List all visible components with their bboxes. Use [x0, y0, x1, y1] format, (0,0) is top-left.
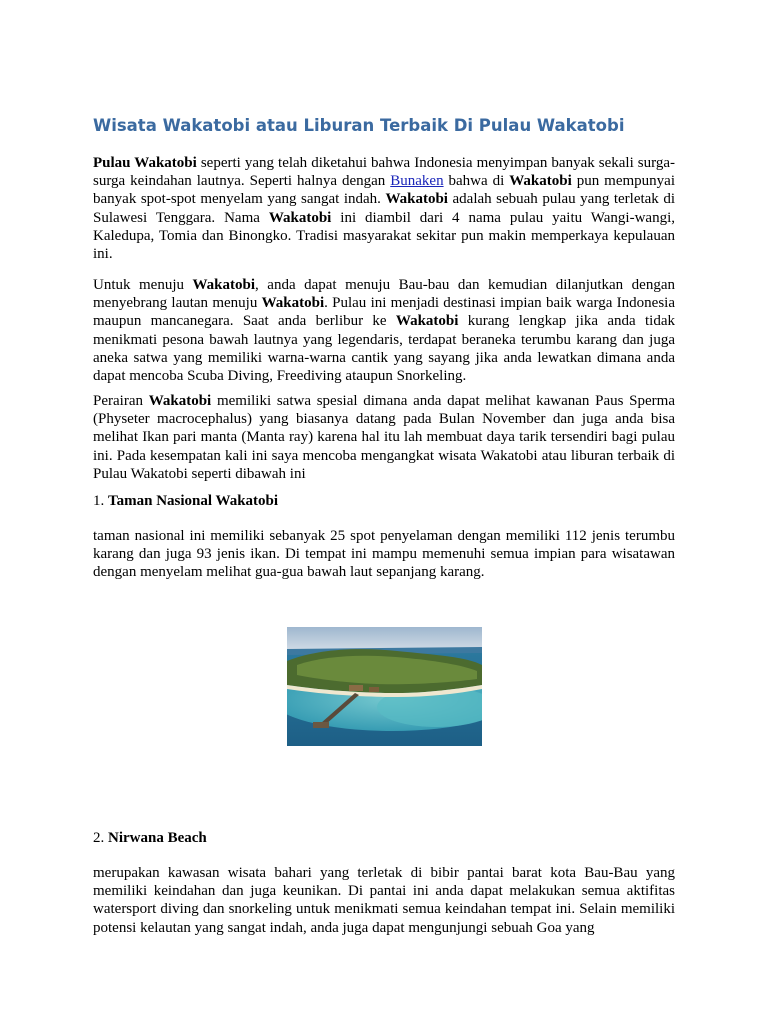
bold-term: Wakatobi — [148, 393, 212, 409]
bunaken-link[interactable]: Bunaken — [390, 173, 444, 190]
bold-term: Wakatobi — [192, 277, 256, 293]
section-title: Nirwana Beach — [108, 830, 207, 846]
bold-term: Wakatobi — [385, 191, 448, 208]
paragraph-waters: Perairan Wakatobi memiliki satwa spesial dimana anda dapat melihat kawanan Paus Sperma (Physeter macrocephalus) yang biasanya datang pada Bulan November dan juga anda bisa melihat Ikan pari manta (Manta ray) karena hal itu lah membuat daya tarik tersendiri bagi pulau ini. Pada kesempatan kali ini saya mencoba mengangkat wisata Wakatobi atau liburan terbaik di Pulau Wakatobi seperti dibawah ini — [93, 393, 675, 482]
bold-term: Wakatobi — [509, 173, 572, 190]
bold-term: Pulau Wakatobi — [93, 155, 197, 171]
island-photo-image — [287, 627, 482, 746]
section-title: Taman Nasional Wakatobi — [108, 493, 279, 509]
paragraph-intro: Pulau Wakatobi seperti yang telah diketahui bahwa Indonesia menyimpan banyak sekali surga-surga keindahan lautnya. Seperti halnya dengan Bunaken bahwa di Wakatobi pun mempunyai banyak spot-spot menyelam yang sangat indah. Wakatobi adalah sebuah pulau yang terletak di Sulawesi Tenggara. Nama Wakatobi ini diambil dari 4 nama pulau yaitu Wangi-wangi, Kaledupa, Tomia dan Binongko. Tradisi masyarakat sekitar pun makin memperkaya kepulauan ini. — [93, 155, 675, 263]
section-body-1: taman nasional ini memiliki sebanyak 25 spot penyelaman dengan memiliki 112 jenis terumbu karang dan juga 93 jenis ikan. Di tempat ini mampu memenuhi semua impian para wisatawan dengan menyelam melihat gua-gua bawah laut sepanjang karang. — [93, 528, 675, 581]
island-photo — [287, 627, 482, 746]
section-body-2: merupakan kawasan wisata bahari yang terletak di bibir pantai barat kota Bau-Bau yang memiliki keindahan dan juga keunikan. Di pantai ini anda dapat melakukan semua aktifitas watersport diving dan snorkeling untuk menikmati semua keindahan tempat ini. Selain memiliki potensi kelautan yang sangat indah, anda juga dapat mengunjungi sebuah Goa yang — [93, 865, 675, 936]
paragraph-access: Untuk menuju Wakatobi, anda dapat menuju Bau-bau dan kemudian dilanjutkan dengan menyebrang lautan menuju Wakatobi. Pulau ini menjadi destinasi impian baik warga Indonesia maupun mancanegara. Saat anda berlibur ke Wakatobi kurang lengkap jika anda tidak menikmati pesona bawah lautnya yang legendaris, terdapat beraneka terumbu karang dan juga aneka satwa yang memiliki warna-warna cantik yang sayang jika anda lewatkan dimana anda dapat mencoba Scuba Diving, Freediving ataupun Snorkeling. — [93, 277, 676, 385]
bold-term: Wakatobi — [268, 209, 332, 226]
page-title: Wisata Wakatobi atau Liburan Terbaik Di Pulau Wakatobi — [93, 116, 625, 135]
bold-term: Wakatobi — [261, 295, 325, 312]
section-heading-2: 2. Nirwana Beach — [93, 830, 207, 846]
bold-term: Wakatobi — [395, 313, 459, 330]
section-heading-1: 1. Taman Nasional Wakatobi — [93, 493, 279, 509]
